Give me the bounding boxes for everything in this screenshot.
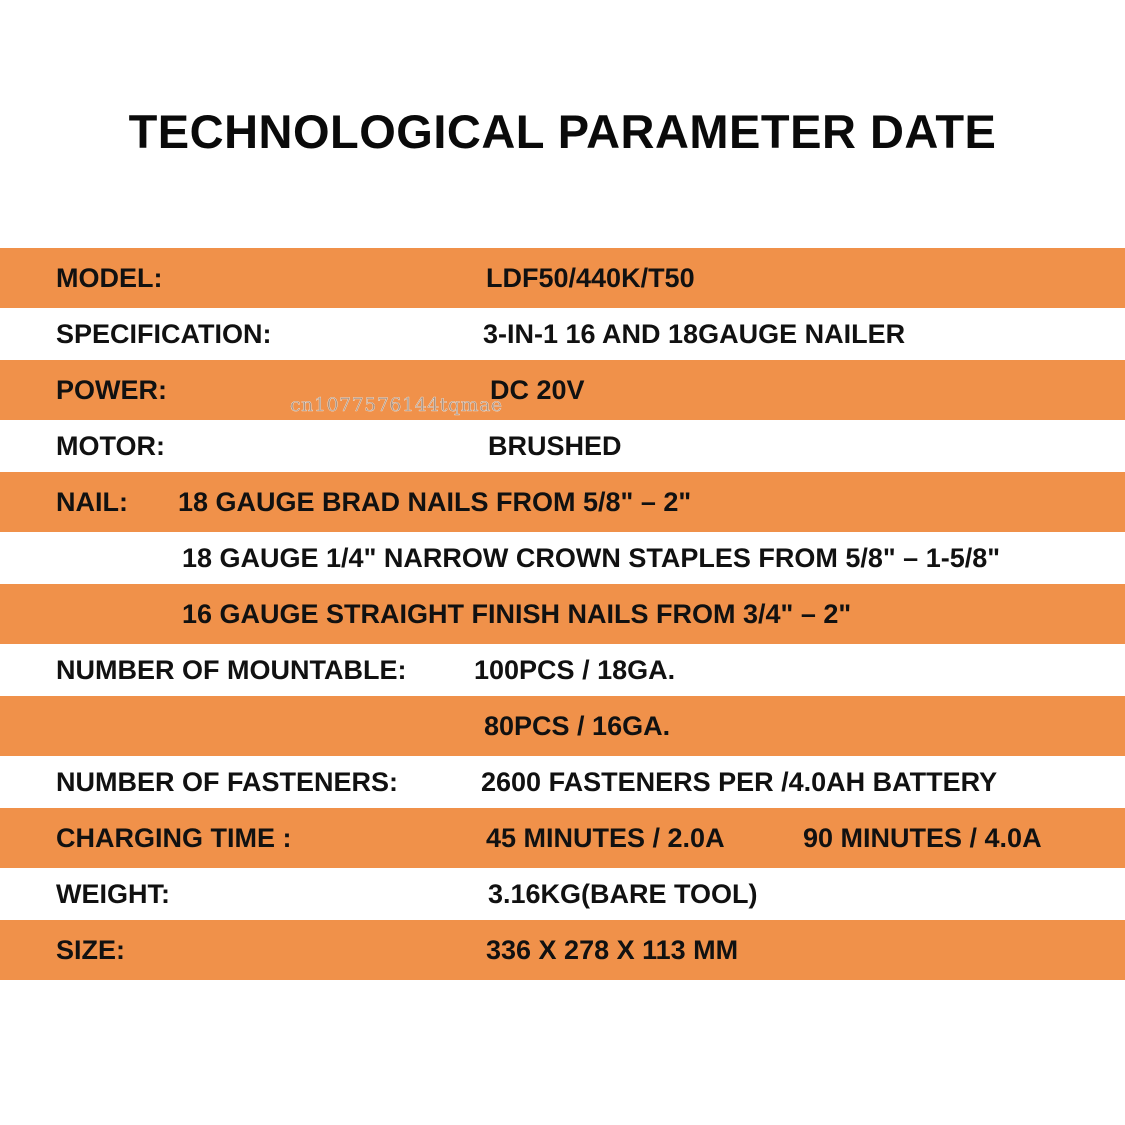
spec-row-specification <box>0 308 1125 360</box>
spec-value-secondary: 90 MINUTES / 4.0A <box>803 823 1042 853</box>
spec-label: SIZE: <box>56 935 126 965</box>
spec-row-nail-finish <box>0 584 1125 644</box>
watermark-text: cn1077576144tqmae <box>290 394 503 416</box>
spec-row-mountable <box>0 644 1125 696</box>
spec-value: 2600 FASTENERS PER /4.0AH BATTERY <box>481 767 998 797</box>
spec-label: NUMBER OF FASTENERS: <box>56 767 399 797</box>
spec-row-nail-staples <box>0 532 1125 584</box>
spec-value: 16 GAUGE STRAIGHT FINISH NAILS FROM 3/4" – 2" <box>182 599 852 629</box>
spec-row-model <box>0 248 1125 308</box>
spec-row-charging-time <box>0 808 1125 868</box>
spec-label: SPECIFICATION: <box>56 319 272 349</box>
page-title: TECHNOLOGICAL PARAMETER DATE <box>128 105 997 158</box>
spec-value: 3.16KG(BARE TOOL) <box>488 879 758 909</box>
spec-table <box>0 248 1125 980</box>
spec-value: 100PCS / 18GA. <box>474 655 676 685</box>
spec-value: LDF50/440K/T50 <box>486 263 695 293</box>
spec-row-mountable-16ga <box>0 696 1125 756</box>
spec-value: 80PCS / 16GA. <box>484 711 671 741</box>
spec-row-nail <box>0 472 1125 532</box>
spec-value: 336 X 278 X 113 MM <box>486 935 739 965</box>
spec-value: 18 GAUGE 1/4" NARROW CROWN STAPLES FROM 5/8" – 1-5/8" <box>182 543 1001 573</box>
spec-row-size <box>0 920 1125 980</box>
spec-label: POWER: <box>56 375 167 405</box>
spec-label: CHARGING TIME : <box>56 823 292 853</box>
spec-value: BRUSHED <box>488 431 622 461</box>
spec-label: NAIL: <box>56 487 128 517</box>
spec-row-fasteners <box>0 756 1125 808</box>
spec-value: DC 20V <box>490 375 585 405</box>
spec-row-power <box>0 360 1125 420</box>
spec-label: MODEL: <box>56 263 163 293</box>
spec-label: WEIGHT: <box>56 879 170 909</box>
spec-value: 3-IN-1 16 AND 18GAUGE NAILER <box>483 319 906 349</box>
spec-row-motor <box>0 420 1125 472</box>
spec-row-weight <box>0 868 1125 920</box>
spec-value: 45 MINUTES / 2.0A <box>486 823 725 853</box>
spec-label: MOTOR: <box>56 431 165 461</box>
spec-value: 18 GAUGE BRAD NAILS FROM 5/8" – 2" <box>178 487 692 517</box>
spec-label: NUMBER OF MOUNTABLE: <box>56 655 407 685</box>
